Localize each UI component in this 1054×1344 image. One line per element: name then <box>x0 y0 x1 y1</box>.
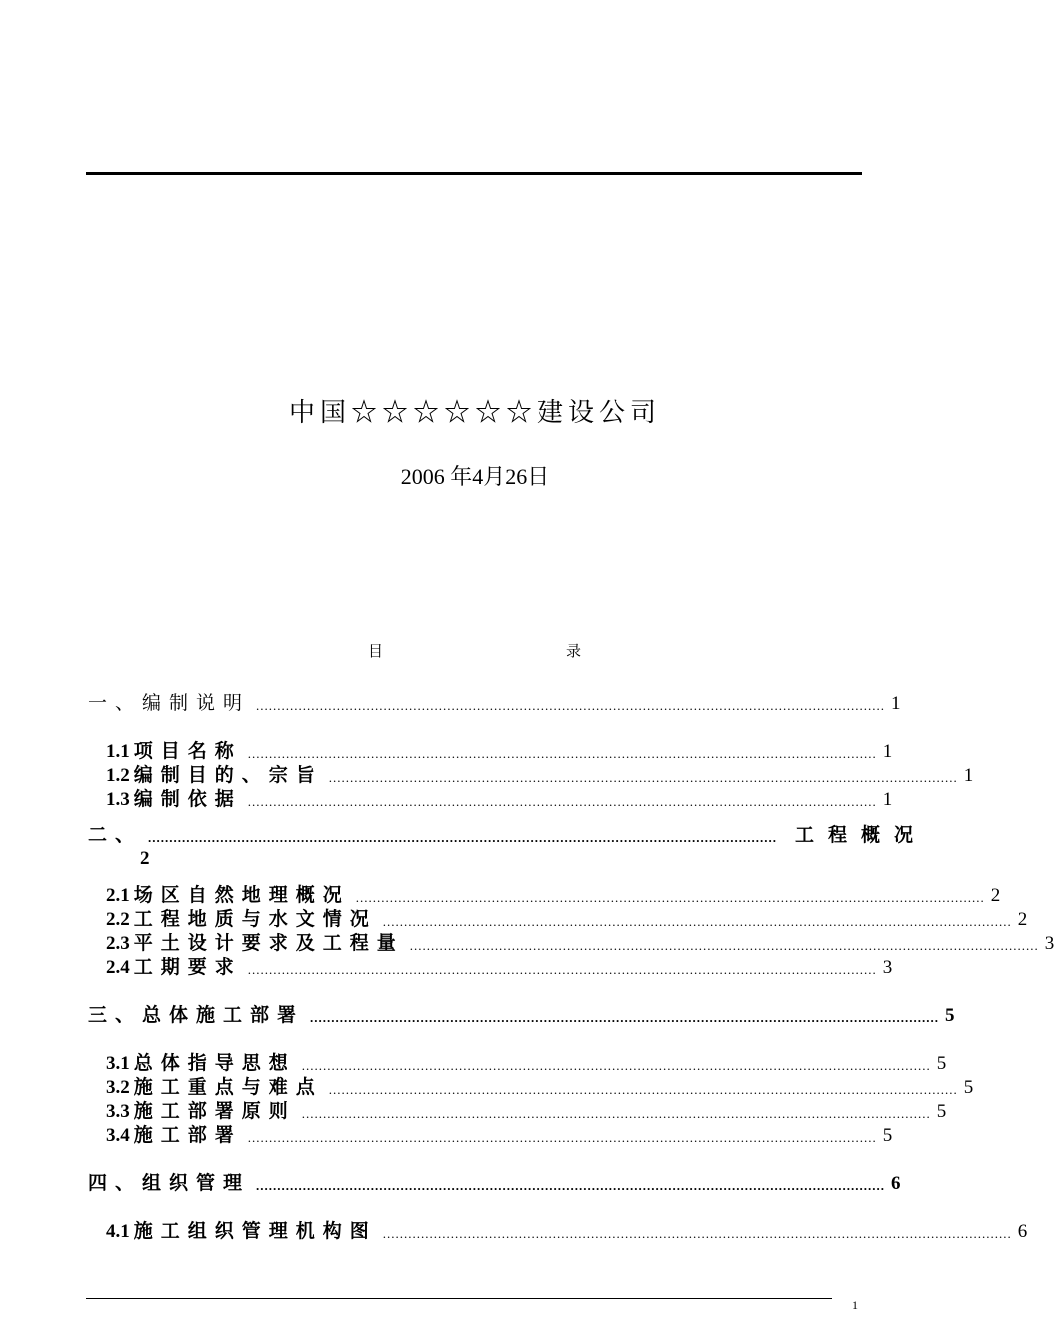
toc-leader: .................................................................................................................................................... <box>247 746 877 761</box>
toc-leader: .................................................................................................................................................... <box>328 1082 958 1097</box>
toc-leader: .................................................................................................................................................... <box>409 938 1039 953</box>
toc-entry-number: 1.2 <box>106 765 130 786</box>
toc-entry[interactable] <box>106 1052 947 1076</box>
toc-entry-number: 3.4 <box>106 1125 130 1146</box>
toc-entry-label: 三、总体施工部署 <box>88 1005 305 1026</box>
toc-entry[interactable] <box>88 692 901 716</box>
toc-entry[interactable] <box>106 908 1028 932</box>
toc-entry-number: 3.3 <box>106 1101 130 1122</box>
toc-title-left: 目 <box>368 642 384 660</box>
toc-entry-number: 2.2 <box>106 909 130 930</box>
toc-entry-page: 5 <box>963 1077 974 1098</box>
toc-entry[interactable] <box>106 764 974 788</box>
toc-leader: .................................................................................................................................................... <box>247 1130 877 1145</box>
toc-entry-page: 3 <box>1044 933 1054 954</box>
toc-title-right: 录 <box>566 642 582 660</box>
toc-leader: .................................................................................................................................................... <box>355 890 985 905</box>
toc-entry-number: 2.3 <box>106 933 130 954</box>
toc-entry[interactable] <box>106 932 1054 956</box>
toc-entry[interactable] <box>106 1220 1028 1244</box>
toc-leader: .................................................................................................................................................... <box>256 1178 886 1193</box>
toc-entry[interactable] <box>88 1004 955 1028</box>
toc-entry-page: 1 <box>882 789 893 810</box>
toc-leader: .................................................................................................................................................... <box>256 698 886 713</box>
toc-entry-number: 3.2 <box>106 1077 130 1098</box>
toc-entry-label: 编制目的、宗旨 <box>133 765 323 786</box>
document-date: 2006 年4月26日 <box>400 464 550 489</box>
header-rule <box>86 172 862 175</box>
toc-entry-page: 6 <box>1017 1221 1028 1242</box>
toc-leader: .................................................................................................................................................... <box>382 1226 1012 1241</box>
toc-entry-label: 场区自然地理概况 <box>133 885 350 906</box>
toc-entry-label: 工程地质与水文情况 <box>133 909 377 930</box>
toc-leader: .................................................................................................................................................... <box>328 770 958 785</box>
toc-entry-number: 4.1 <box>106 1221 130 1242</box>
toc-entry-label: 工期要求 <box>133 957 242 978</box>
toc-entry-label: 项目名称 <box>133 741 242 762</box>
toc-leader: .................................................................................................................................................... <box>247 962 877 977</box>
toc-entry-label: 四、组织管理 <box>88 1173 251 1194</box>
toc-leader: .................................................................................................................................................... <box>301 1106 931 1121</box>
toc-entry-label: 编制依据 <box>133 789 242 810</box>
toc-entry-label: 一、编制说明 <box>88 693 251 714</box>
toc-entry[interactable] <box>106 956 893 980</box>
toc-entry-page: 5 <box>882 1125 893 1146</box>
toc-entry-page: 5 <box>936 1101 947 1122</box>
toc-leader: .................................................................................................................................................... <box>148 830 778 845</box>
toc-leader: .................................................................................................................................................... <box>310 1010 940 1025</box>
toc-entry-label: 总体指导思想 <box>133 1053 296 1074</box>
toc-entry-page: 1 <box>963 765 974 786</box>
toc-entry-label: 施工组织管理机构图 <box>133 1221 377 1242</box>
toc-entry[interactable] <box>106 884 1001 908</box>
toc-entry[interactable] <box>88 824 928 848</box>
toc-entry-label: 施工部署原则 <box>133 1101 296 1122</box>
toc-entry-number: 1.3 <box>106 789 130 810</box>
toc-entry-label: 施工重点与难点 <box>133 1077 323 1098</box>
toc-entry-page: 5 <box>945 1005 955 1026</box>
toc-entry-page: 1 <box>891 693 901 714</box>
toc-entry-label: 施工部署 <box>133 1125 242 1146</box>
toc-entry-number: 2.4 <box>106 957 130 978</box>
toc-entry-page: 2 <box>140 848 150 869</box>
toc-entry-label-continued: 工程概况 <box>795 825 928 846</box>
toc-leader: .................................................................................................................................................... <box>247 794 877 809</box>
toc-entry-number: 2.1 <box>106 885 130 906</box>
toc-leader: .................................................................................................................................................... <box>301 1058 931 1073</box>
toc-entry[interactable] <box>106 1124 893 1148</box>
footer-page-number: 1 <box>852 1298 858 1312</box>
toc-entry[interactable] <box>106 1100 947 1124</box>
toc-entry-page: 5 <box>936 1053 947 1074</box>
company-name: 中国☆☆☆☆☆☆建设公司 <box>288 398 661 428</box>
toc-entry-page: 3 <box>882 957 893 978</box>
toc-entry[interactable] <box>106 1076 974 1100</box>
toc-entry[interactable] <box>88 1172 901 1196</box>
toc-entry[interactable] <box>106 740 893 764</box>
toc-entry-page: 6 <box>891 1173 901 1194</box>
toc-entry-page: 2 <box>1017 909 1028 930</box>
toc-entry-page: 1 <box>882 741 893 762</box>
toc-entry-label: 平土设计要求及工程量 <box>133 933 404 954</box>
toc-leader: .................................................................................................................................................... <box>382 914 1012 929</box>
toc-entry-number: 1.1 <box>106 741 130 762</box>
toc-entry-number: 3.1 <box>106 1053 130 1074</box>
toc-entry[interactable] <box>106 788 893 812</box>
toc-entry-label: 二、 <box>88 825 143 846</box>
footer-rule <box>86 1298 832 1299</box>
toc-entry-page: 2 <box>990 885 1001 906</box>
